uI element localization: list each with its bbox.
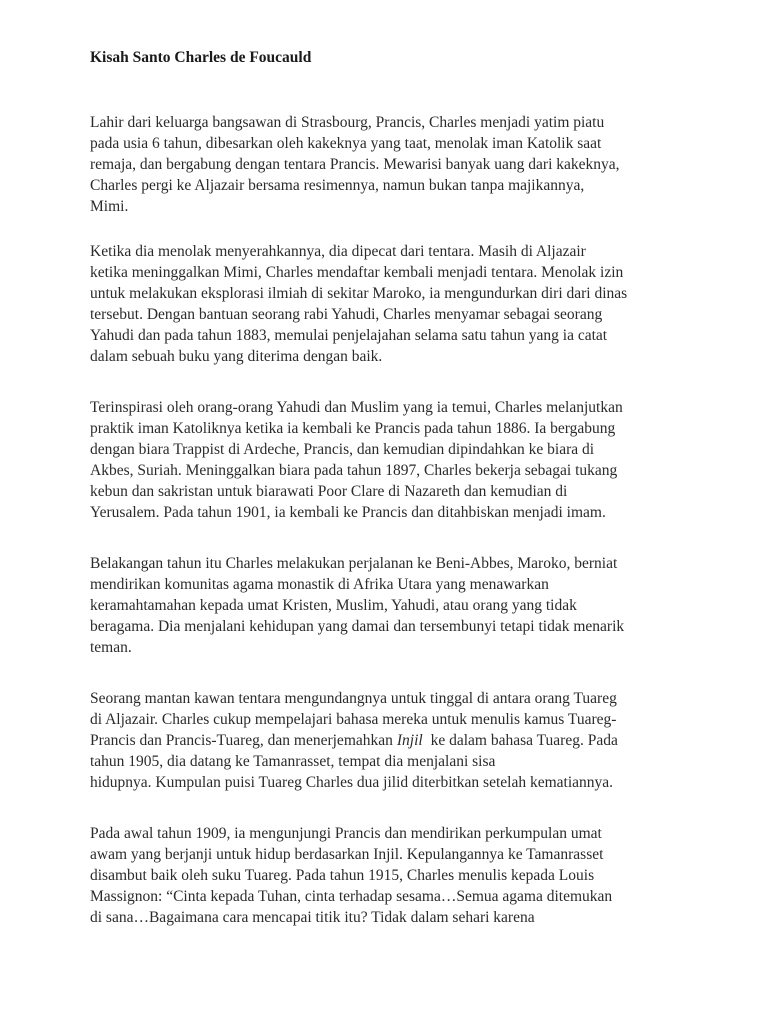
paragraph-line: Charles pergi ke Aljazair bersama resimennya, namun bukan tanpa majikannya, [90, 177, 585, 194]
paragraph-line: Seorang mantan kawan tentara mengundangnya untuk tinggal di antara orang Tuareg [90, 690, 617, 707]
paragraph-line: Ketika dia menolak menyerahkannya, dia dipecat dari tentara. Masih di Aljazair [90, 243, 586, 260]
paragraph-line: Massignon: “Cinta kepada Tuhan, cinta terhadap sesama…Semua agama ditemukan [90, 888, 613, 905]
paragraph-line: awam yang berjanji untuk hidup berdasarkan Injil. Kepulangannya ke Tamanrasset [90, 846, 604, 863]
paragraph-line: keramahtamahan kepada umat Kristen, Muslim, Yahudi, atau orang yang tidak [90, 597, 577, 614]
paragraph-4 [90, 553, 690, 658]
paragraph-line: Lahir dari keluarga bangsawan di Strasbourg, Prancis, Charles menjadi yatim piatu [90, 114, 605, 131]
paragraph-line: dalam sebuah buku yang diterima dengan baik. [90, 348, 383, 365]
paragraph-6 [90, 823, 690, 928]
paragraph-line: di Aljazair. Charles cukup mempelajari bahasa mereka untuk menulis kamus Tuareg- [90, 711, 617, 728]
paragraph-line: Belakangan tahun itu Charles melakukan perjalanan ke Beni-Abbes, Maroko, berniat [90, 555, 618, 572]
paragraph-line: untuk melakukan eksplorasi ilmiah di sekitar Maroko, ia mengundurkan diri dari dinas [90, 285, 628, 302]
line-text: ke dalam bahasa Tuareg. Pada [426, 732, 618, 749]
paragraph-line: mendirikan komunitas agama monastik di Afrika Utara yang menawarkan [90, 576, 549, 593]
paragraph-line: praktik iman Katoliknya ketika ia kembali ke Prancis pada tahun 1886. Ia bergabung [90, 420, 616, 437]
document-title: Kisah Santo Charles de Foucauld [90, 49, 312, 66]
paragraph-line: Mimi. [90, 198, 129, 215]
paragraph-line: Yerusalem. Pada tahun 1901, ia kembali ke Prancis dan ditahbiskan menjadi imam. [90, 504, 606, 521]
document-page [90, 48, 690, 928]
paragraph-line: ketika meninggalkan Mimi, Charles mendaftar kembali menjadi tentara. Menolak izin [90, 264, 624, 281]
paragraph-line: dengan biara Trappist di Ardeche, Prancis, dan kemudian dipindahkan ke biara di [90, 441, 595, 458]
paragraph-line: hidupnya. Kumpulan puisi Tuareg Charles dua jilid diterbitkan setelah kematiannya. [90, 774, 614, 791]
paragraph-3 [90, 397, 690, 523]
paragraph-5 [90, 688, 690, 793]
paragraph-2 [90, 241, 690, 367]
paragraph-line-with-italic [90, 730, 690, 751]
paragraph-line: tersebut. Dengan bantuan seorang rabi Yahudi, Charles menyamar sebagai seorang [90, 306, 603, 323]
paragraph-line: disambut baik oleh suku Tuareg. Pada tahun 1915, Charles menulis kepada Louis [90, 867, 595, 884]
paragraph-line: teman. [90, 639, 132, 656]
paragraph-line: tahun 1905, dia datang ke Tamanrasset, tempat dia menjalani sisa [90, 753, 496, 770]
paragraph-line: Terinspirasi oleh orang-orang Yahudi dan Muslim yang ia temui, Charles melanjutkan [90, 399, 623, 416]
paragraph-line: di sana…Bagaimana cara mencapai titik itu? Tidak dalam sehari karena [90, 909, 535, 926]
paragraph-line: Pada awal tahun 1909, ia mengunjungi Prancis dan mendirikan perkumpulan umat [90, 825, 602, 842]
paragraph-line: beragama. Dia menjalani kehidupan yang damai dan tersembunyi tetapi tidak menarik [90, 618, 625, 635]
paragraph-line: Akbes, Suriah. Meninggalkan biara pada tahun 1897, Charles bekerja sebagai tukang [90, 462, 618, 479]
paragraph-1 [90, 112, 690, 217]
paragraph-line: Yahudi dan pada tahun 1883, memulai penjelajahan selama satu tahun yang ia catat [90, 327, 608, 344]
italic-word: Injil [396, 732, 423, 749]
paragraph-line: remaja, dan bergabung dengan tentara Prancis. Mewarisi banyak uang dari kakeknya, [90, 156, 620, 173]
line-text: Prancis dan Prancis-Tuareg, dan menerjemahkan [90, 732, 393, 749]
paragraph-line: pada usia 6 tahun, dibesarkan oleh kakeknya yang taat, menolak iman Katolik saat [90, 135, 602, 152]
paragraph-line: kebun dan sakristan untuk biarawati Poor Clare di Nazareth dan kemudian di [90, 483, 568, 500]
